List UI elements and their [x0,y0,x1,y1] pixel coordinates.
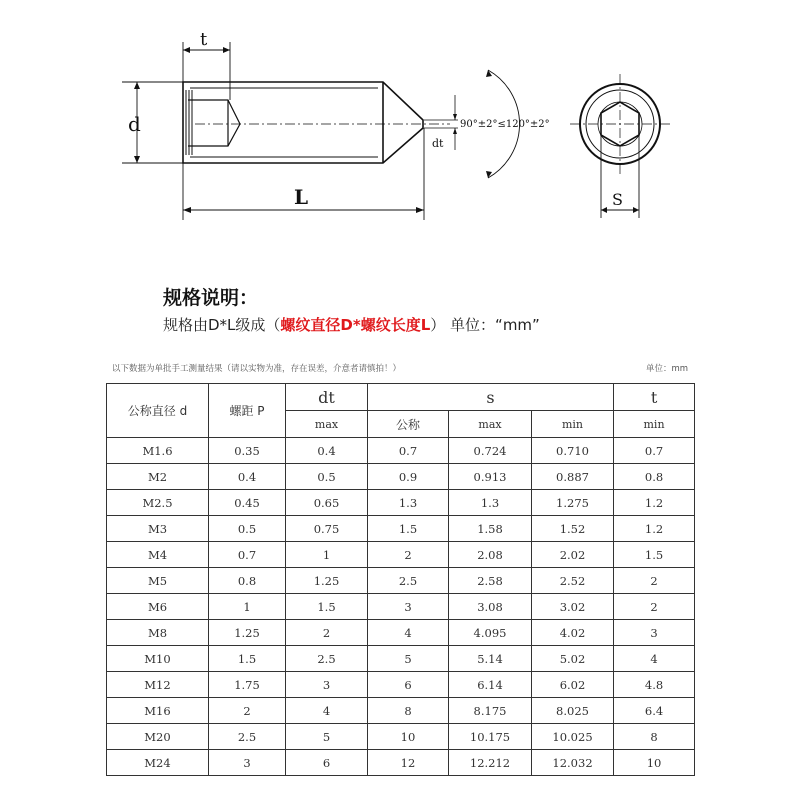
table-row [107,516,695,542]
cell-s-min: 1.52 [532,516,614,542]
table-row [107,490,695,516]
table-row [107,438,695,464]
table-row [107,698,695,724]
cell-size: M4 [107,542,209,568]
table-note: 以下数据为单批手工测量结果（请以实物为准，存在误差，介意者请慎拍！） [112,364,402,374]
cell-dt-max: 5 [286,724,368,750]
cell-pitch: 0.35 [209,438,286,464]
cell-s-nominal: 2.5 [368,568,449,594]
cell-s-max: 12.212 [449,750,532,776]
header-s: s [368,384,614,411]
cell-s-max: 10.175 [449,724,532,750]
cell-dt-max: 1 [286,542,368,568]
cell-t-min: 2 [614,594,695,620]
screw-body-outline [183,82,423,163]
header-pitch: 螺距 P [209,384,286,438]
cell-t-min: 8 [614,724,695,750]
cell-s-nominal: 6 [368,672,449,698]
cell-s-min: 8.025 [532,698,614,724]
cell-size: M20 [107,724,209,750]
cell-s-min: 0.887 [532,464,614,490]
cell-t-min: 10 [614,750,695,776]
cell-dt-max: 0.4 [286,438,368,464]
cell-s-nominal: 1.3 [368,490,449,516]
cell-s-max: 8.175 [449,698,532,724]
spec-suffix: ） 单位：“mm” [430,316,540,334]
cell-pitch: 2 [209,698,286,724]
technical-drawing [0,0,800,240]
label-dt: dt [432,137,444,150]
cell-pitch: 1.75 [209,672,286,698]
cell-s-nominal: 2 [368,542,449,568]
cell-s-min: 12.032 [532,750,614,776]
cell-dt-max: 1.25 [286,568,368,594]
cell-size: M1.6 [107,438,209,464]
header-t: t [614,384,695,411]
table-row [107,672,695,698]
cell-pitch: 0.4 [209,464,286,490]
cell-s-min: 0.710 [532,438,614,464]
cell-pitch: 0.45 [209,490,286,516]
cell-s-max: 0.724 [449,438,532,464]
table-row [107,464,695,490]
table-unit: 单位：mm [645,364,688,374]
cell-t-min: 0.8 [614,464,695,490]
cell-s-nominal: 4 [368,620,449,646]
cell-s-nominal: 8 [368,698,449,724]
cell-s-max: 4.095 [449,620,532,646]
label-L: L [294,185,309,209]
cell-s-min: 4.02 [532,620,614,646]
cell-t-min: 0.7 [614,438,695,464]
cell-pitch: 0.8 [209,568,286,594]
cell-size: M16 [107,698,209,724]
cell-s-min: 6.02 [532,672,614,698]
cell-s-nominal: 3 [368,594,449,620]
table-row [107,620,695,646]
cell-dt-max: 0.75 [286,516,368,542]
cell-s-nominal: 5 [368,646,449,672]
cell-s-nominal: 10 [368,724,449,750]
table-row [107,750,695,776]
cell-s-min: 10.025 [532,724,614,750]
cell-size: M2 [107,464,209,490]
cell-dt-max: 2.5 [286,646,368,672]
cell-s-nominal: 1.5 [368,516,449,542]
cell-size: M3 [107,516,209,542]
cell-pitch: 1.25 [209,620,286,646]
cell-t-min: 1.2 [614,490,695,516]
cell-s-max: 1.58 [449,516,532,542]
spec-title: 规格说明： [163,287,259,309]
cell-t-min: 4.8 [614,672,695,698]
cell-dt-max: 0.65 [286,490,368,516]
label-s: S [612,190,623,209]
table-row [107,542,695,568]
cell-t-min: 1.2 [614,516,695,542]
cell-pitch: 0.7 [209,542,286,568]
cell-s-min: 2.52 [532,568,614,594]
header-s-min: min [532,411,614,438]
cell-size: M12 [107,672,209,698]
cell-dt-max: 1.5 [286,594,368,620]
cell-s-max: 5.14 [449,646,532,672]
cell-pitch: 1 [209,594,286,620]
spec-table [106,383,695,776]
cell-s-max: 1.3 [449,490,532,516]
cell-dt-max: 2 [286,620,368,646]
cell-s-max: 3.08 [449,594,532,620]
cell-pitch: 3 [209,750,286,776]
cell-s-nominal: 0.9 [368,464,449,490]
cell-s-min: 3.02 [532,594,614,620]
cell-pitch: 1.5 [209,646,286,672]
header-nominal-d: 公称直径 d [107,384,209,438]
header-s-nominal: 公称 [368,411,449,438]
cell-t-min: 3 [614,620,695,646]
label-angle: 90°±2°≤120°±2° [460,119,550,130]
cell-s-max: 6.14 [449,672,532,698]
cell-s-nominal: 0.7 [368,438,449,464]
header-t-min: min [614,411,695,438]
cell-dt-max: 3 [286,672,368,698]
cell-s-min: 2.02 [532,542,614,568]
cell-pitch: 2.5 [209,724,286,750]
header-s-max: max [449,411,532,438]
cell-size: M24 [107,750,209,776]
cell-s-max: 2.08 [449,542,532,568]
cell-t-min: 6.4 [614,698,695,724]
hex-socket-side [188,100,240,146]
spec-highlight: 螺纹直径D*螺纹长度L [280,316,431,334]
cell-dt-max: 4 [286,698,368,724]
cell-size: M6 [107,594,209,620]
cell-s-min: 5.02 [532,646,614,672]
cell-size: M5 [107,568,209,594]
spec-prefix: 规格由D*L级成（ [163,316,281,334]
table-row [107,594,695,620]
table-row [107,568,695,594]
label-d: d [128,112,141,136]
cell-size: M10 [107,646,209,672]
table-row [107,646,695,672]
cell-dt-max: 0.5 [286,464,368,490]
header-dt-max: max [286,411,368,438]
table-row [107,724,695,750]
cell-s-max: 0.913 [449,464,532,490]
cell-pitch: 0.5 [209,516,286,542]
cell-t-min: 1.5 [614,542,695,568]
cell-t-min: 2 [614,568,695,594]
cell-t-min: 4 [614,646,695,672]
cell-s-max: 2.58 [449,568,532,594]
cell-size: M2.5 [107,490,209,516]
cell-s-min: 1.275 [532,490,614,516]
cell-dt-max: 6 [286,750,368,776]
cell-s-nominal: 12 [368,750,449,776]
spec-description [163,314,540,335]
cell-size: M8 [107,620,209,646]
label-t: t [200,29,208,50]
header-dt: dt [286,384,368,411]
